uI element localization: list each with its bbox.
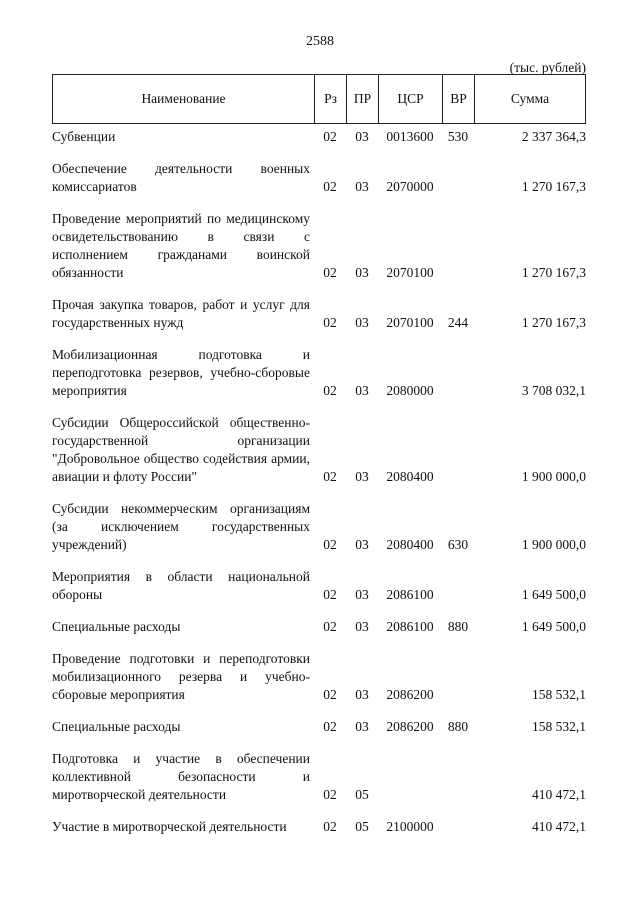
units-label: (тыс. рублей) [509,60,586,75]
row-sum: 2 337 364,3 [521,129,586,144]
header-vr: ВР [443,75,475,123]
row-rz: 02 [323,537,337,552]
row-name: Обеспечение деятельности военных комиссариатов [52,161,310,194]
row-rz: 02 [323,687,337,702]
row-rz: 02 [323,383,337,398]
row-name: Субсидии некоммерческим организациям (за исключением государственных учреждений) [52,501,310,552]
row-rz: 02 [323,265,337,280]
header-csr: ЦСР [379,75,443,123]
header-pr: ПР [347,75,379,123]
header-rz: Рз [315,75,347,123]
row-csr: 2086200 [386,687,434,702]
row-sum: 410 472,1 [532,819,586,834]
table-row [52,296,586,332]
table-row [52,210,586,282]
row-pr: 03 [355,537,369,552]
row-pr: 03 [355,179,369,194]
row-name: Прочая закупка товаров, работ и услуг для государственных нужд [52,297,310,330]
row-name: Специальные расходы [52,619,181,634]
row-csr: 2080400 [386,537,434,552]
row-rz: 02 [323,179,337,194]
row-name: Проведение подготовки и переподготовки мобилизационного резерва и учебно-сборовые мероприятия [52,651,310,702]
row-rz: 02 [323,787,337,802]
row-sum: 1 649 500,0 [521,587,586,602]
row-rz: 02 [323,819,337,834]
row-pr: 05 [355,787,369,802]
row-pr: 03 [355,315,369,330]
row-csr: 2086200 [386,719,434,734]
table-row [52,160,586,196]
row-name: Участие в миротворческой деятельности [52,819,287,834]
row-pr: 03 [355,587,369,602]
header-name: Наименование [53,75,315,123]
row-vr: 630 [447,537,469,552]
row-sum: 158 532,1 [532,687,586,702]
row-sum: 1 270 167,3 [521,179,586,194]
row-vr: 530 [447,129,469,144]
row-pr: 03 [355,687,369,702]
row-pr: 03 [355,265,369,280]
row-pr: 03 [355,129,369,144]
table-row [52,818,586,836]
row-name: Субсидии Общероссийской общественно-государственной организации "Добровольное общество содействия армии, авиации и флоту России" [52,415,310,484]
row-csr: 2086100 [386,587,434,602]
table-row [52,128,586,146]
row-pr: 05 [355,819,369,834]
table-row [52,618,586,636]
table-row [52,750,586,804]
row-vr: 880 [447,719,469,734]
row-csr: 2080000 [386,383,434,398]
row-pr: 03 [355,719,369,734]
row-sum: 1 270 167,3 [521,265,586,280]
row-csr: 2086100 [386,619,434,634]
row-sum: 1 270 167,3 [521,315,586,330]
table-row [52,718,586,736]
row-pr: 03 [355,383,369,398]
row-csr: 0013600 [386,129,434,144]
row-name: Мобилизационная подготовка и переподготовка резервов, учебно-сборовые мероприятия [52,347,310,398]
row-sum: 1 900 000,0 [521,469,586,484]
row-rz: 02 [323,587,337,602]
row-csr: 2100000 [386,819,434,834]
row-name: Специальные расходы [52,719,181,734]
row-name: Подготовка и участие в обеспечении коллективной безопасности и миротворческой деятельности [52,751,310,802]
row-vr: 244 [447,315,469,330]
page-number: 2588 [306,34,334,49]
row-sum: 1 900 000,0 [521,537,586,552]
row-sum: 3 708 032,1 [521,383,586,398]
row-rz: 02 [323,469,337,484]
row-csr: 2070100 [386,265,434,280]
table-row [52,500,586,554]
row-csr: 2080400 [386,469,434,484]
row-rz: 02 [323,619,337,634]
header-sum: Сумма [510,91,550,106]
row-csr: 2070100 [386,315,434,330]
row-vr: 880 [447,619,469,634]
row-sum: 1 649 500,0 [521,619,586,634]
row-pr: 03 [355,619,369,634]
table-row [52,414,586,486]
table-row [52,650,586,704]
table-body [52,128,586,850]
row-name: Проведение мероприятий по медицинскому освидетельствованию в связи с исполнением гражданами воинской обязанности [52,211,310,280]
row-name: Субвенции [52,129,116,144]
row-sum: 158 532,1 [532,719,586,734]
row-pr: 03 [355,469,369,484]
row-sum: 410 472,1 [532,787,586,802]
table-row [52,568,586,604]
row-csr: 2070000 [386,179,434,194]
row-rz: 02 [323,129,337,144]
row-rz: 02 [323,315,337,330]
table-row [52,346,586,400]
table-header [52,74,586,124]
row-name: Мероприятия в области национальной обороны [52,569,310,602]
row-rz: 02 [323,719,337,734]
